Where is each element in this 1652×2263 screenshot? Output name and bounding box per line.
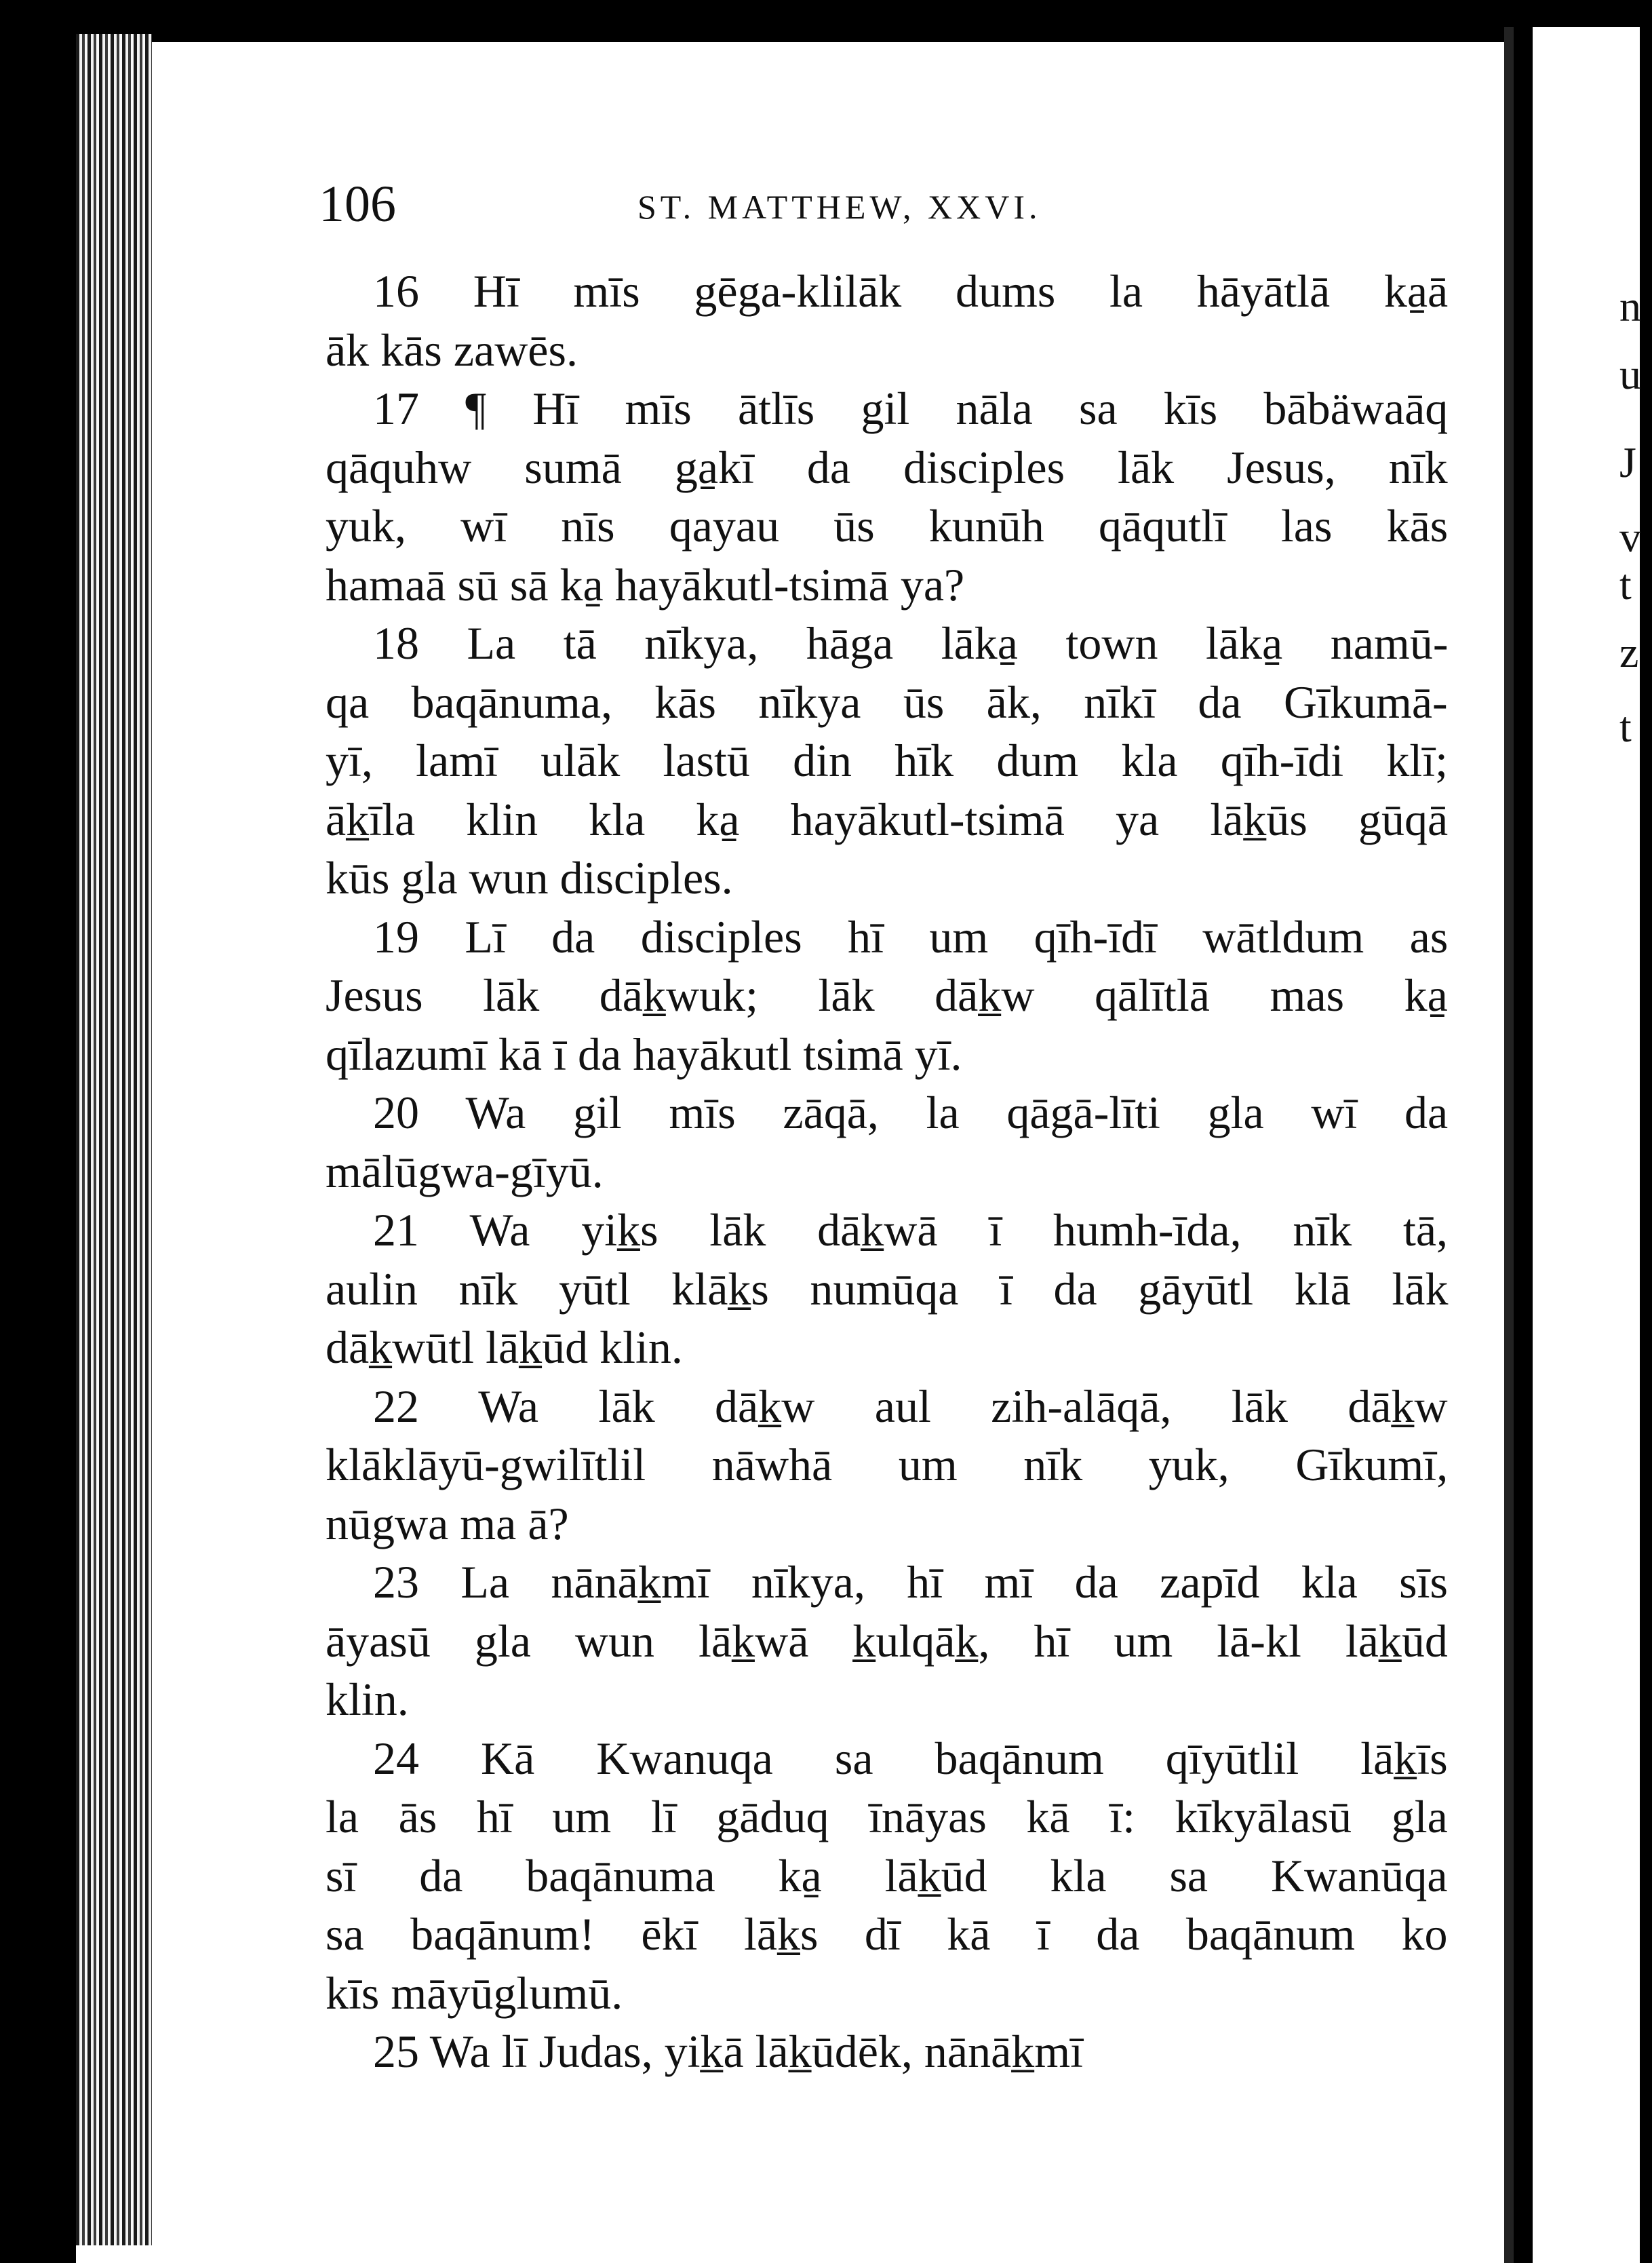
text-line: 24 Kā Kwanuqa sa baqānum qīyūtlil lāk̲īs	[373, 1732, 1448, 1784]
text-line: 17 ¶ Hī mīs ātlīs gil nāla sa kīs bābäwaāq	[373, 383, 1449, 434]
text-line: kīs māyūglumū.	[326, 1967, 623, 2019]
text-line: la ās hī um lī gāduq īnāyas kā ī: kīkyālasū gla	[326, 1791, 1448, 1842]
facing-page-letter: n	[1619, 282, 1641, 330]
text-line: klāklāyū-gwilītlil nāwhā um nīk yuk, Gīkumī,	[326, 1439, 1449, 1490]
facing-page-letter: v	[1619, 513, 1641, 561]
text-line: sa baqānum! ēkī lāk̲s dī kā ī da baqānum ko	[326, 1908, 1448, 1960]
text-line: 22 Wa lāk dāk̲w aul zih-alāqā, lāk dāk̲w	[373, 1380, 1448, 1432]
text-line: 23 La nānāk̲mī nīkya, hī mī da zapīd kla sīs	[373, 1556, 1448, 1608]
text-line: nūgwa ma ā?	[326, 1497, 569, 1549]
facing-page-letter: u	[1619, 350, 1641, 398]
facing-page-letter: t	[1619, 703, 1632, 751]
facing-page-letter: z	[1619, 628, 1639, 676]
page-edge-shadow	[1504, 27, 1514, 2263]
text-line: Jesus lāk dāk̲wuk; lāk dāk̲w qālītlā mas ka̱	[326, 969, 1448, 1021]
text-line: mālūgwa-gīyū.	[326, 1145, 604, 1197]
text-line: qīlazumī kā ī da hayākutl tsimā yī.	[326, 1028, 962, 1080]
page-header	[319, 175, 1166, 236]
text-line: qa baqānuma, kās nīkya ūs āk, nīkī da Gīkumā-	[326, 676, 1448, 728]
text-line: āk kās zawēs.	[326, 324, 578, 376]
running-head: ST. MATTHEW, XXVI.	[637, 188, 1042, 226]
text-line: hamaā sū sā ka̱ hayākutl-tsimā ya?	[326, 558, 965, 611]
facing-page-letter: J	[1619, 438, 1636, 486]
facing-page-letter: t	[1619, 560, 1632, 608]
text-line: 25 Wa lī Judas, yik̲ā lāk̲ūdēk, nānāk̲mī	[373, 2026, 1084, 2077]
text-line: 16 Hī mīs gēga-klilāk dums la hāyātlā ka̱ā	[373, 265, 1449, 317]
text-line: āk̲īla klin kla ka̱ hayākutl-tsimā ya lāk̲ūs gūqā	[326, 793, 1449, 845]
text-line: āyasū gla wun lāk̲wā k̲ulqāk̲, hī um lā-kl lāk̲ūd	[326, 1614, 1448, 1667]
text-line: dāk̲wūtl lāk̲ūd klin.	[326, 1321, 683, 1373]
text-line: 19 Lī da disciples hī um qīh-īdī wātldum as	[373, 910, 1449, 963]
text-line: klin.	[326, 1674, 409, 1725]
text-line: kūs gla wun disciples.	[326, 852, 733, 904]
text-line: qāquhw sumā ga̱kī da disciples lāk Jesus, nīk	[326, 441, 1448, 493]
book-page-edges	[76, 34, 152, 2245]
text-line: 18 La tā nīkya, hāga lāka̱ town lāka̱ namū-	[373, 617, 1449, 669]
text-line: sī da baqānuma ka̱ lāk̲ūd kla sa Kwanūqa	[326, 1849, 1448, 1901]
scan-border-left	[0, 0, 76, 2263]
text-line: yuk, wī nīs qayau ūs kunūh qāqutlī las kās	[326, 500, 1449, 552]
text-line: 20 Wa gil mīs zāqā, la qāgā-līti gla wī da	[373, 1087, 1449, 1138]
scan-border-right	[1640, 0, 1652, 2263]
book-gutter	[1514, 0, 1533, 2263]
text-line: 21 Wa yik̲s lāk dāk̲wā ī humh-īda, nīk tā,	[373, 1204, 1449, 1256]
page-number: 106	[319, 176, 396, 233]
text-line: yī, lamī ulāk lastū din hīk dum kla qīh-īdi klī;	[326, 735, 1449, 786]
scan-border-top	[0, 0, 1652, 42]
text-line: aulin nīk yūtl klāk̲s numūqa ī da gāyūtl klā lāk	[326, 1262, 1449, 1315]
